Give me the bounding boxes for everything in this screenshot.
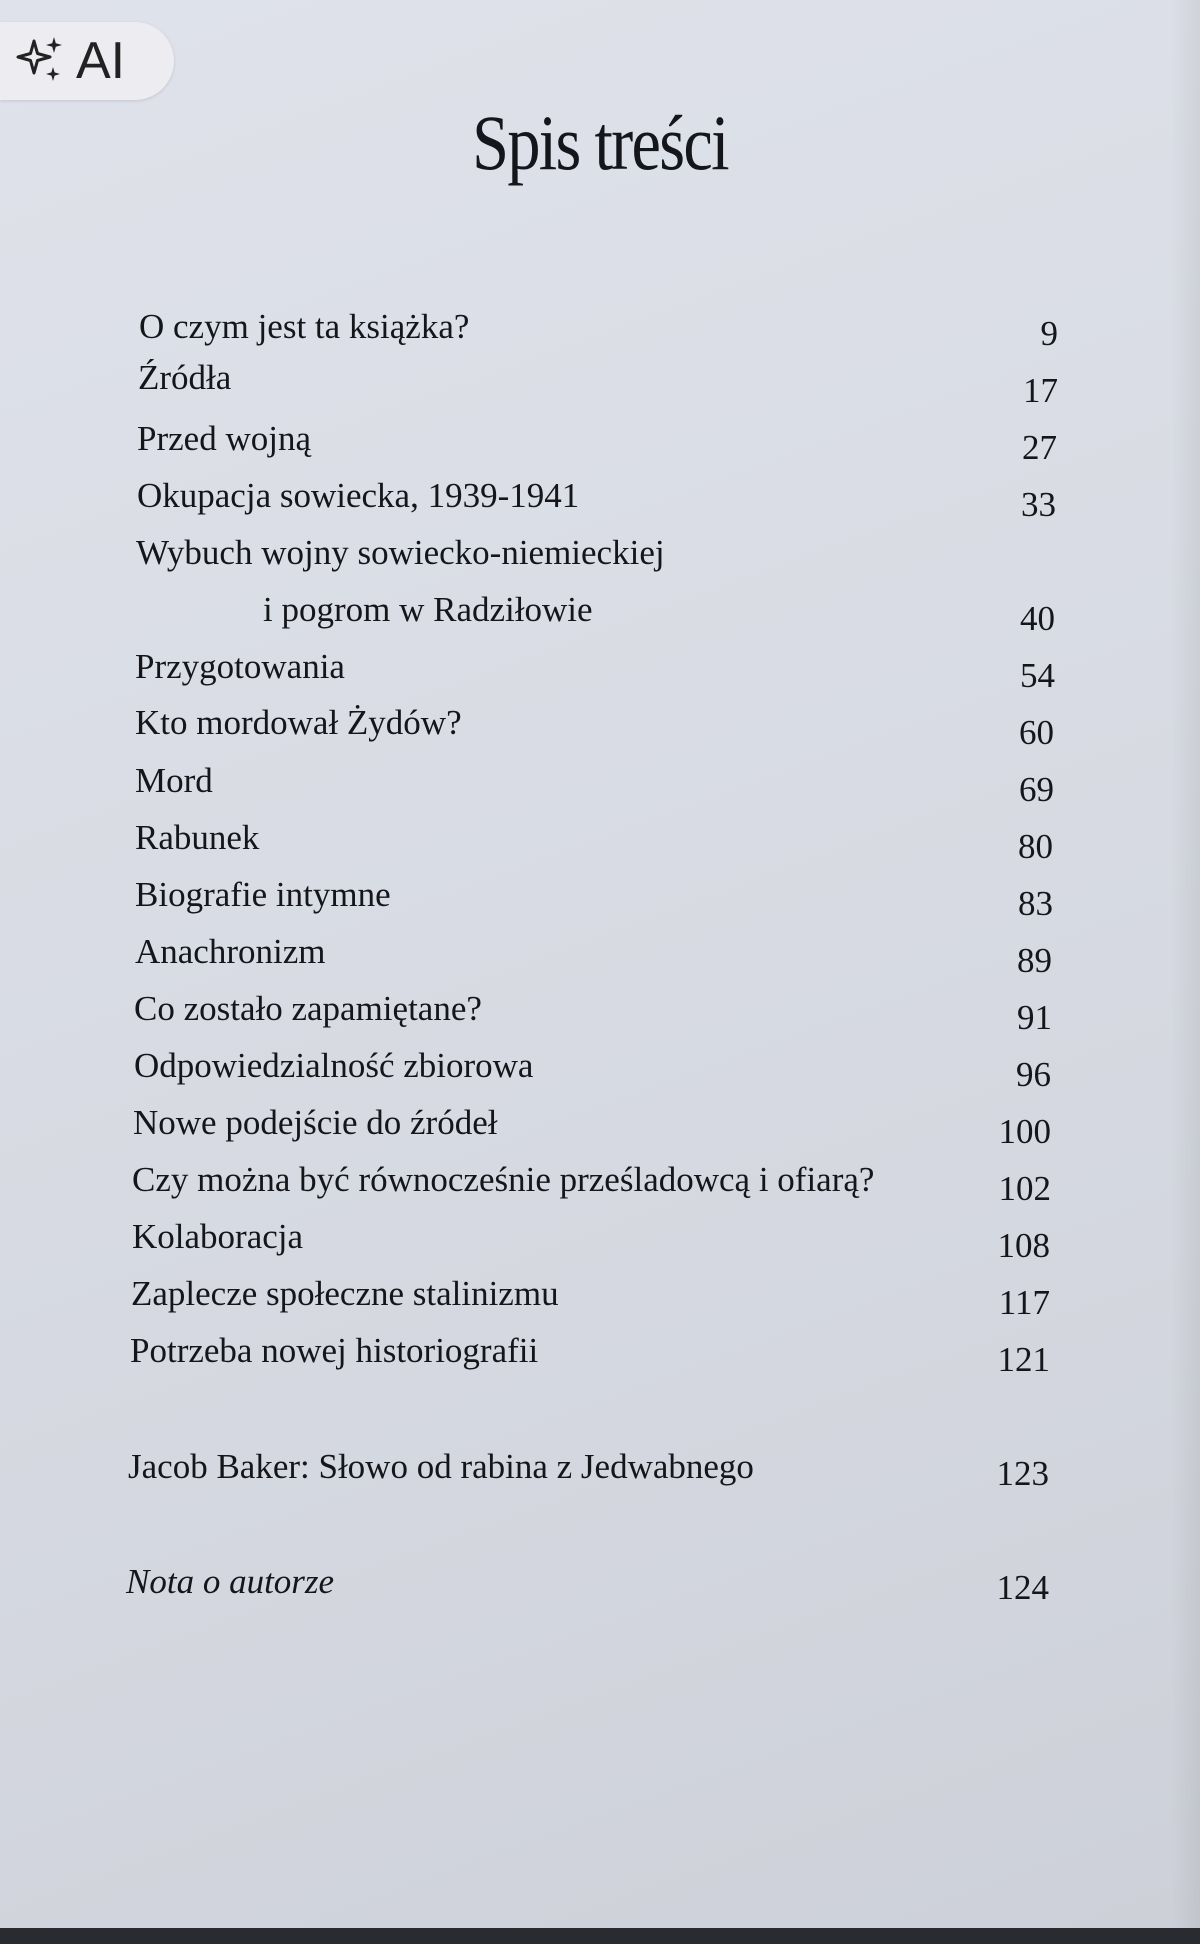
toc-entry-page: 83: [1018, 884, 1053, 923]
page-title: Spis treści: [472, 99, 728, 186]
toc-appendix-title: Jacob Baker: Słowo od rabina z Jedwabnego: [128, 1447, 754, 1486]
toc-entry-page: 100: [998, 1112, 1051, 1151]
toc-entry-title: Nowe podejście do źródeł: [133, 1103, 498, 1142]
page-bottom-edge: [0, 1928, 1200, 1944]
toc-entry-page: 40: [1020, 599, 1055, 638]
toc-entry-page: 108: [997, 1226, 1050, 1265]
toc-entry-title: Co zostało zapamiętane?: [134, 989, 482, 1028]
toc-entry-title: Wybuch wojny sowiecko-niemieckiej: [136, 533, 665, 572]
toc-entry-page: 60: [1019, 713, 1054, 752]
toc-entry-title: Anachronizm: [135, 932, 326, 971]
toc-appendix-page: 123: [996, 1454, 1049, 1493]
toc-entry-page: 89: [1017, 941, 1052, 980]
toc-entry-page: 117: [998, 1283, 1050, 1322]
toc-entry-page: 121: [997, 1340, 1050, 1379]
toc-entry-page: 102: [998, 1169, 1051, 1208]
toc-entry-title: Mord: [135, 761, 213, 800]
toc-entry-page: 91: [1017, 998, 1052, 1037]
toc-entry-title: Kto mordował Żydów?: [135, 703, 462, 742]
toc-entry-page: 33: [1021, 485, 1056, 524]
toc-author-note-page: 124: [996, 1568, 1049, 1607]
toc-entry-title: O czym jest ta książka?: [139, 307, 470, 346]
toc-entry-title: Przed wojną: [137, 419, 311, 458]
toc-entry-title: Okupacja sowiecka, 1939-1941: [137, 476, 580, 515]
toc-entry-page: 9: [1040, 314, 1058, 353]
ai-badge-label: AI: [76, 32, 126, 90]
toc-entry-title: Przygotowania: [135, 647, 345, 686]
toc-entry-title-continued: i pogrom w Radziłowie: [263, 590, 593, 629]
toc-entry-page: 69: [1019, 770, 1054, 809]
toc-entry-page: 17: [1023, 371, 1058, 410]
toc-entry-title: Zaplecze społeczne stalinizmu: [131, 1274, 559, 1313]
toc-entry-page: 96: [1016, 1055, 1051, 1094]
toc-entry-page: 27: [1022, 428, 1057, 467]
toc-entry-title: Biografie intymne: [135, 875, 391, 914]
toc-entry-title: Źródła: [138, 358, 232, 397]
toc-entry-title: Potrzeba nowej historiografii: [130, 1331, 539, 1370]
toc-entry-title: Kolaboracja: [132, 1217, 304, 1256]
toc-entry-title: Czy można być równocześnie prześladowcą i ofiarą?: [132, 1160, 875, 1199]
toc-author-note-title: Nota o autorze: [126, 1562, 335, 1601]
toc-entry-page: 54: [1020, 656, 1055, 695]
toc-entry-title: Rabunek: [135, 818, 260, 857]
toc-entry-page: 80: [1018, 827, 1053, 866]
toc-entry-title: Odpowiedzialność zbiorowa: [134, 1046, 534, 1085]
